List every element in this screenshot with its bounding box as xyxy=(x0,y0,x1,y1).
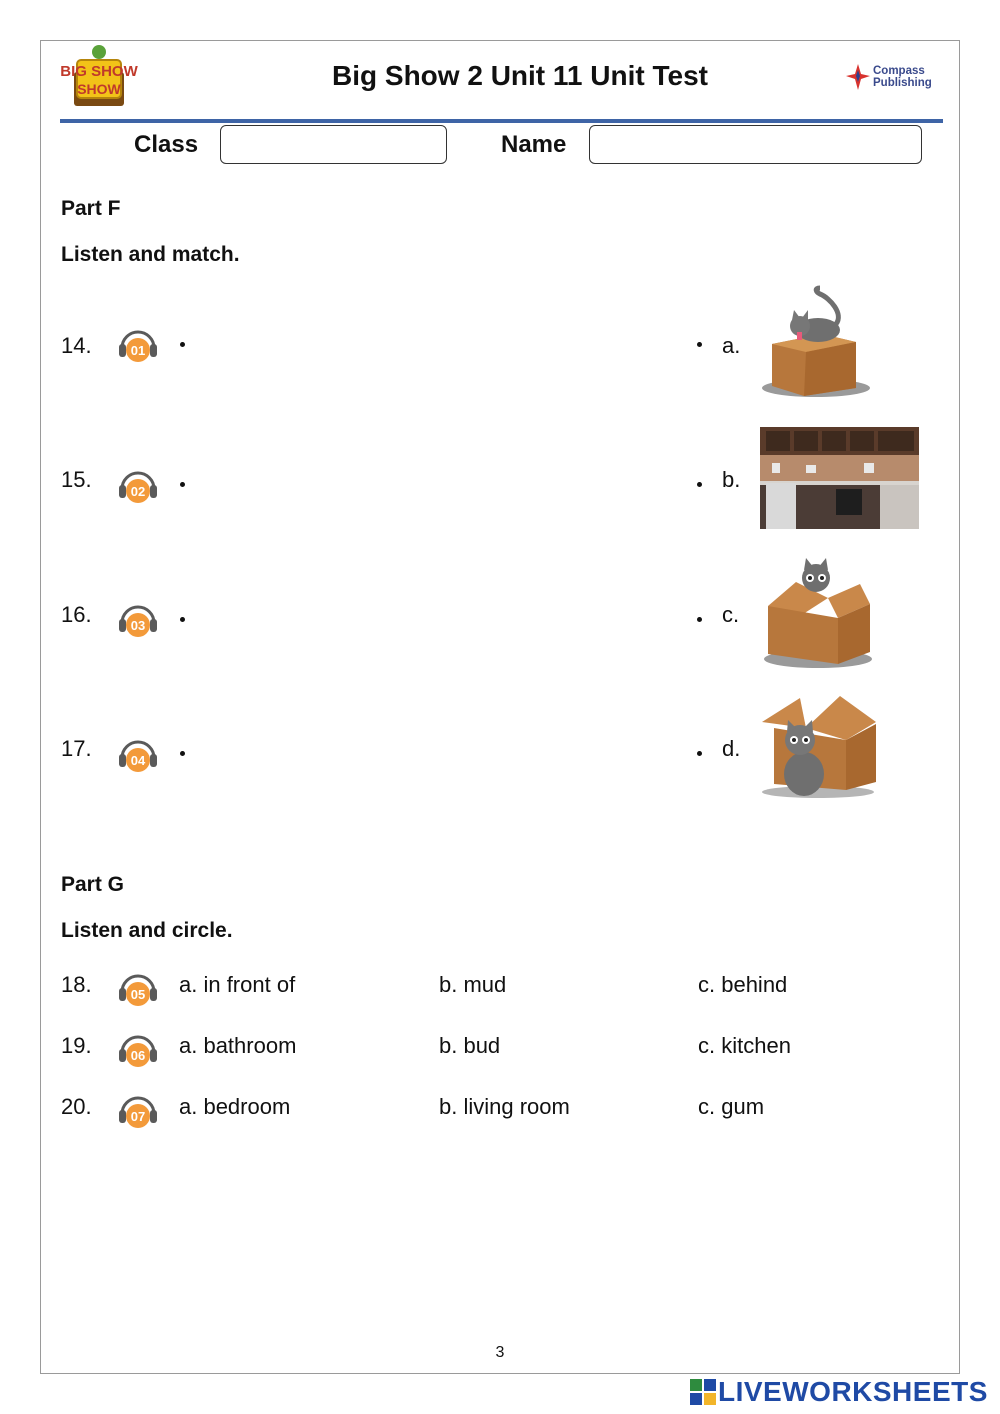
choice-c[interactable]: c. behind xyxy=(698,972,788,997)
title-rule xyxy=(60,119,943,123)
cat-on-box-image xyxy=(760,284,875,400)
compass-publishing-logo xyxy=(845,62,935,94)
kitchen-photo-image xyxy=(760,427,919,529)
cat-in-box-image xyxy=(762,556,877,671)
audio-track-label: 07 xyxy=(130,1109,146,1124)
item-17-number: 17. xyxy=(61,736,92,761)
option-c-letter: c. xyxy=(722,602,740,627)
part-f-instruction: Listen and match. xyxy=(61,243,240,266)
headphone-audio-icon[interactable] xyxy=(116,1027,160,1071)
item-19-number: 19. xyxy=(61,1033,92,1058)
option-b-letter: b. xyxy=(722,467,741,492)
choice-c[interactable]: c. gum xyxy=(698,1094,765,1119)
part-g-heading: Part G xyxy=(61,873,125,896)
choice-b[interactable]: b. living room xyxy=(439,1094,570,1119)
choice-a[interactable]: a. bathroom xyxy=(179,1033,297,1058)
headphone-audio-icon[interactable] xyxy=(116,732,160,776)
choice-a[interactable]: a. bedroom xyxy=(179,1094,291,1119)
choice-c[interactable]: c. kitchen xyxy=(698,1033,791,1058)
audio-track-label: 01 xyxy=(130,343,146,358)
big-show-logo-text-bottom: SHOW xyxy=(77,81,121,97)
choice-b[interactable]: b. bud xyxy=(439,1033,501,1058)
compass-logo-line2: Publishing xyxy=(873,77,932,89)
big-show-logo xyxy=(60,42,138,108)
part-f-heading: Part F xyxy=(61,197,121,220)
item-16-number: 16. xyxy=(61,602,92,627)
match-dot-left[interactable] xyxy=(180,751,185,756)
headphone-audio-icon[interactable] xyxy=(116,597,160,641)
cat-in-front-of-box-image xyxy=(760,692,878,802)
item-14-number: 14. xyxy=(61,333,92,358)
headphone-audio-icon[interactable] xyxy=(116,1088,160,1132)
liveworksheets-grid-icon xyxy=(690,1379,716,1405)
headphone-audio-icon[interactable] xyxy=(116,322,160,366)
choice-a[interactable]: a. in front of xyxy=(179,972,296,997)
compass-logo-line1: Compass xyxy=(873,65,925,77)
audio-track-label: 06 xyxy=(130,1048,146,1063)
liveworksheets-brand-text: LIVEWORKSHEETS xyxy=(718,1376,988,1407)
choice-b[interactable]: b. mud xyxy=(439,972,507,997)
page-title: Big Show 2 Unit 11 Unit Test xyxy=(332,60,708,91)
match-dot-left[interactable] xyxy=(180,617,185,622)
name-label: Name xyxy=(501,131,567,158)
audio-track-label: 03 xyxy=(130,618,146,633)
item-15-number: 15. xyxy=(61,467,92,492)
match-dot-right[interactable] xyxy=(697,342,702,347)
compass-star-icon xyxy=(845,62,871,92)
liveworksheets-logo xyxy=(690,1374,990,1408)
match-dot-right[interactable] xyxy=(697,617,702,622)
part-g-instruction: Listen and circle. xyxy=(61,919,233,942)
class-label: Class xyxy=(134,131,199,158)
big-show-logo-text-top: BIG SHOW xyxy=(60,63,138,80)
audio-track-label: 05 xyxy=(130,987,146,1002)
item-20-number: 20. xyxy=(61,1094,92,1119)
match-dot-left[interactable] xyxy=(180,342,185,347)
class-field[interactable] xyxy=(220,125,447,164)
headphone-audio-icon[interactable] xyxy=(116,966,160,1010)
match-dot-right[interactable] xyxy=(697,751,702,756)
audio-track-label: 02 xyxy=(130,484,146,499)
audio-track-label: 04 xyxy=(130,753,146,768)
option-d-letter: d. xyxy=(722,736,741,761)
item-18-number: 18. xyxy=(61,972,92,997)
name-field[interactable] xyxy=(589,125,922,164)
page-number: 3 xyxy=(495,1344,505,1361)
match-dot-left[interactable] xyxy=(180,482,185,487)
option-a-letter: a. xyxy=(722,333,741,358)
headphone-audio-icon[interactable] xyxy=(116,463,160,507)
match-dot-right[interactable] xyxy=(697,482,702,487)
